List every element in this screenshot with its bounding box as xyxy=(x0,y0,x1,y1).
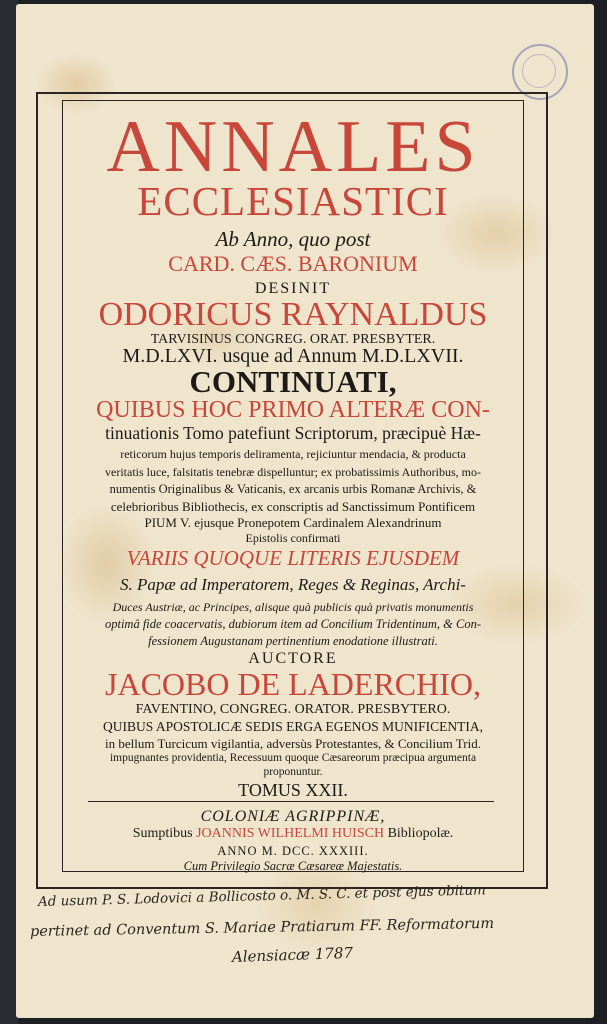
desinit-line: DESINIT xyxy=(254,280,332,297)
tomus-line: TOMUS XXII. xyxy=(238,780,348,800)
faventino-line: FAVENTINO, CONGREG. ORATOR. PRESBYTERO. xyxy=(135,702,451,717)
laderchio-line: JACOBO DE LADERCHIO, xyxy=(105,666,481,702)
continuati-line: CONTINUATI, xyxy=(189,364,397,399)
tarvisinus-line: TARVISINUS CONGREG. ORAT. PRESBYTER. xyxy=(150,332,436,347)
years-line: M.D.LXVI. usque ad Annum M.D.LXVII. xyxy=(122,345,464,367)
imprint-divider xyxy=(88,801,494,802)
quibus-line-2: in bellum Turcicum vigilantia, adversùs Protestantes, & Concilium Trid. xyxy=(105,736,481,751)
baronium-line: CARD. CÆS. BARONIUM xyxy=(168,251,418,276)
quibus-line-4: proponuntur. xyxy=(263,766,323,778)
description-line-6: celebrioribus Bibliothecis, ex conscriptis ad Sanctissimum Pontificem xyxy=(110,499,476,514)
quibus-line-3: impugnantes providentia, Recessuum quoque Cæsareorum præcipua argumenta xyxy=(109,752,477,764)
ab-anno-line: Ab Anno, quo post xyxy=(215,227,371,251)
varii-line-1: VARIIS QUOQUE LITERIS EJUSDEM xyxy=(126,546,460,570)
auctore-line: AUCTORE xyxy=(248,650,338,667)
varii-line-5: fessionem Augustanam pertinentium enodatione illustrati. xyxy=(148,634,438,648)
description-line-1: QUIBUS HOC PRIMO ALTERÆ CON- xyxy=(96,397,490,423)
varii-line-4: optimâ fide coacervatis, dubiorum item ad Concilium Tridentinum, & Con- xyxy=(104,617,482,631)
ownership-inscription-line-1: Ad usum P. S. Lodovici a Bollicosto o. M. S. C. et post ejus obitum xyxy=(37,882,487,910)
imprint-publisher-line xyxy=(62,827,524,841)
quibus-line-1: QUIBUS APOSTOLICÆ SEDIS ERGA EGENOS MUNIFICENTIA, xyxy=(102,719,484,734)
description-line-8: Epistolis confirmati xyxy=(245,531,341,545)
description-line-7: PIUM V. ejusque Pronepotem Cardinalem Alexandrinum xyxy=(144,515,442,530)
printer-name: JOANNIS WILHELMI HUISCH xyxy=(196,826,385,841)
description-line-3: reticorum hujus temporis deliramenta, rejiciuntur mendacia, & producta xyxy=(120,447,466,461)
description-line-5: numentis Originalibus & Vaticanis, ex arcanis urbis Romanæ Archivis, & xyxy=(109,482,477,496)
ownership-inscription-line-2: pertinet ad Conventum S. Mariae Pratiarum FF. Reformatorum xyxy=(29,915,495,940)
imprint-city: COLONIÆ AGRIPPINÆ, xyxy=(200,808,386,825)
varii-line-3: Duces Austriæ, ac Principes, alisque quà publicis quà privatis monumentis xyxy=(112,600,474,614)
varii-line-2: S. Papæ ad Imperatorem, Reges & Reginas, Archi- xyxy=(120,575,466,594)
imprint-privilege: Cum Privilegio Sacræ Cæsareæ Majestatis. xyxy=(183,859,403,873)
raynaldus-line: ODORICUS RAYNALDUS xyxy=(98,296,488,333)
title-ecclesiastici: ECCLESIASTICI xyxy=(137,178,449,224)
imprint-year: ANNO M. DCC. XXXIII. xyxy=(217,844,369,858)
description-line-4: veritatis luce, falsitatis tenebræ dispelluntur; ex probatissimis Authoribus, mo- xyxy=(105,465,481,479)
ownership-inscription-line-3: Alensiacæ 1787 xyxy=(231,943,354,966)
bibliopola-word: Bibliopolæ. xyxy=(387,826,454,841)
sumptibus-word: Sumptibus xyxy=(132,826,193,841)
title-annales: ANNALES xyxy=(106,106,480,188)
description-line-2: tinuationis Tomo patefiunt Scriptorum, præcipuè Hæ- xyxy=(105,423,481,443)
